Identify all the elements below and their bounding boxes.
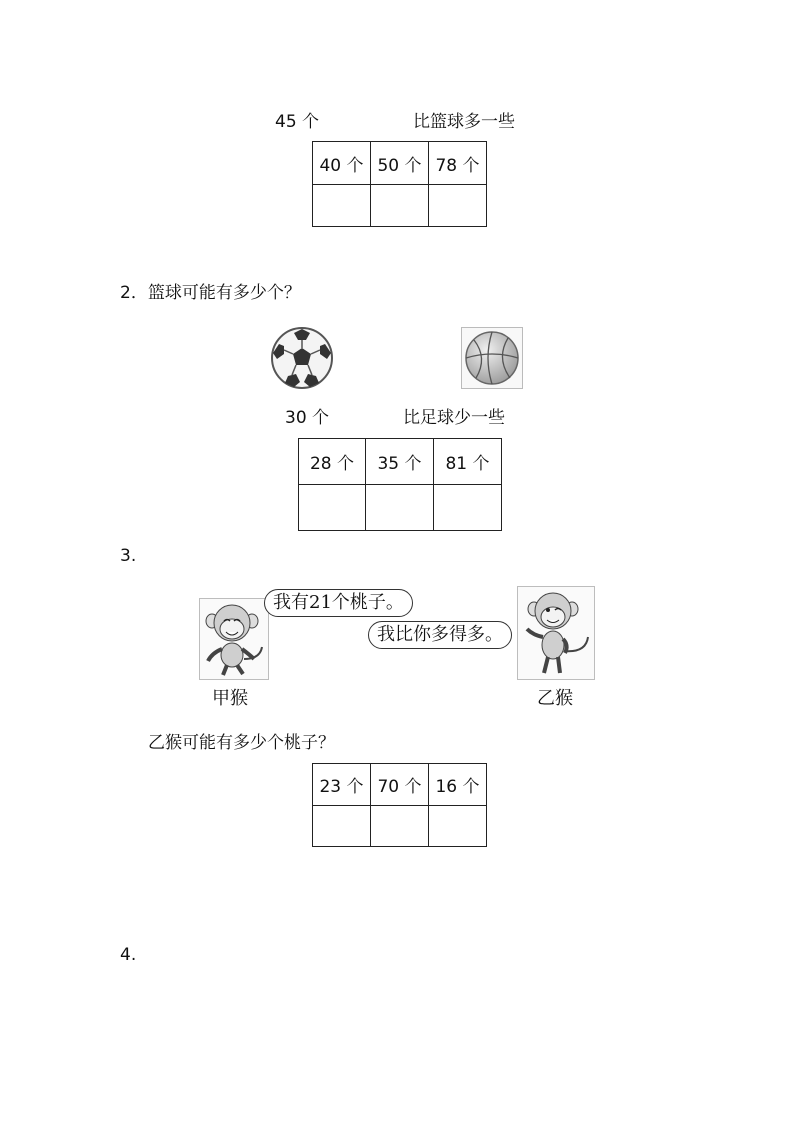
monkey-a-icon xyxy=(200,599,268,679)
monkey-b-icon xyxy=(518,587,594,679)
q1-choice-3: 78 个 xyxy=(429,142,487,185)
q3-answer-cell-2[interactable] xyxy=(371,806,429,847)
q3-choice-2: 70 个 xyxy=(371,764,429,806)
q1-answer-table xyxy=(312,141,487,227)
q3-answer-cell-3[interactable] xyxy=(429,806,487,847)
q1-answer-cell-3[interactable] xyxy=(429,185,487,227)
monkey-b-label: 乙猴 xyxy=(537,688,573,709)
q4-number: 4. xyxy=(120,945,137,965)
monkey-a-frame xyxy=(199,598,269,680)
speech-bubble-b: 我比你多得多。 xyxy=(368,621,512,649)
q2-question: 2．篮球可能有多少个？ xyxy=(120,283,301,303)
q2-answer-cell-2[interactable] xyxy=(366,485,434,531)
soccer-ball-icon xyxy=(270,326,334,390)
speech-bubble-a: 我有21个桃子。 xyxy=(264,589,413,617)
q1-answer-cell-1[interactable] xyxy=(313,185,371,227)
q1-choice-1: 40 个 xyxy=(313,142,371,185)
q2-choice-1: 28 个 xyxy=(299,439,366,485)
basketball-icon xyxy=(462,328,522,388)
q1-option-left: 45 个 xyxy=(275,112,320,132)
monkey-b-frame xyxy=(517,586,595,680)
q3-answer-table xyxy=(312,763,487,847)
q2-choice-2: 35 个 xyxy=(366,439,434,485)
q3-question: 乙猴可能有多少个桃子？ xyxy=(148,733,335,753)
q1-answer-cell-2[interactable] xyxy=(371,185,429,227)
q2-answer-table xyxy=(298,438,502,531)
q2-option-left: 30 个 xyxy=(285,408,330,428)
q2-choice-3: 81 个 xyxy=(434,439,502,485)
q2-answer-cell-1[interactable] xyxy=(299,485,366,531)
q1-choice-2: 50 个 xyxy=(371,142,429,185)
q3-number: 3. xyxy=(120,546,137,566)
q3-choice-3: 16 个 xyxy=(429,764,487,806)
basketball-frame xyxy=(461,327,523,389)
monkey-a-label: 甲猴 xyxy=(212,688,248,709)
q1-option-right: 比篮球多一些 xyxy=(413,112,515,132)
q3-answer-cell-1[interactable] xyxy=(313,806,371,847)
q3-choice-1: 23 个 xyxy=(313,764,371,806)
q2-option-right: 比足球少一些 xyxy=(403,408,505,428)
q2-answer-cell-3[interactable] xyxy=(434,485,502,531)
